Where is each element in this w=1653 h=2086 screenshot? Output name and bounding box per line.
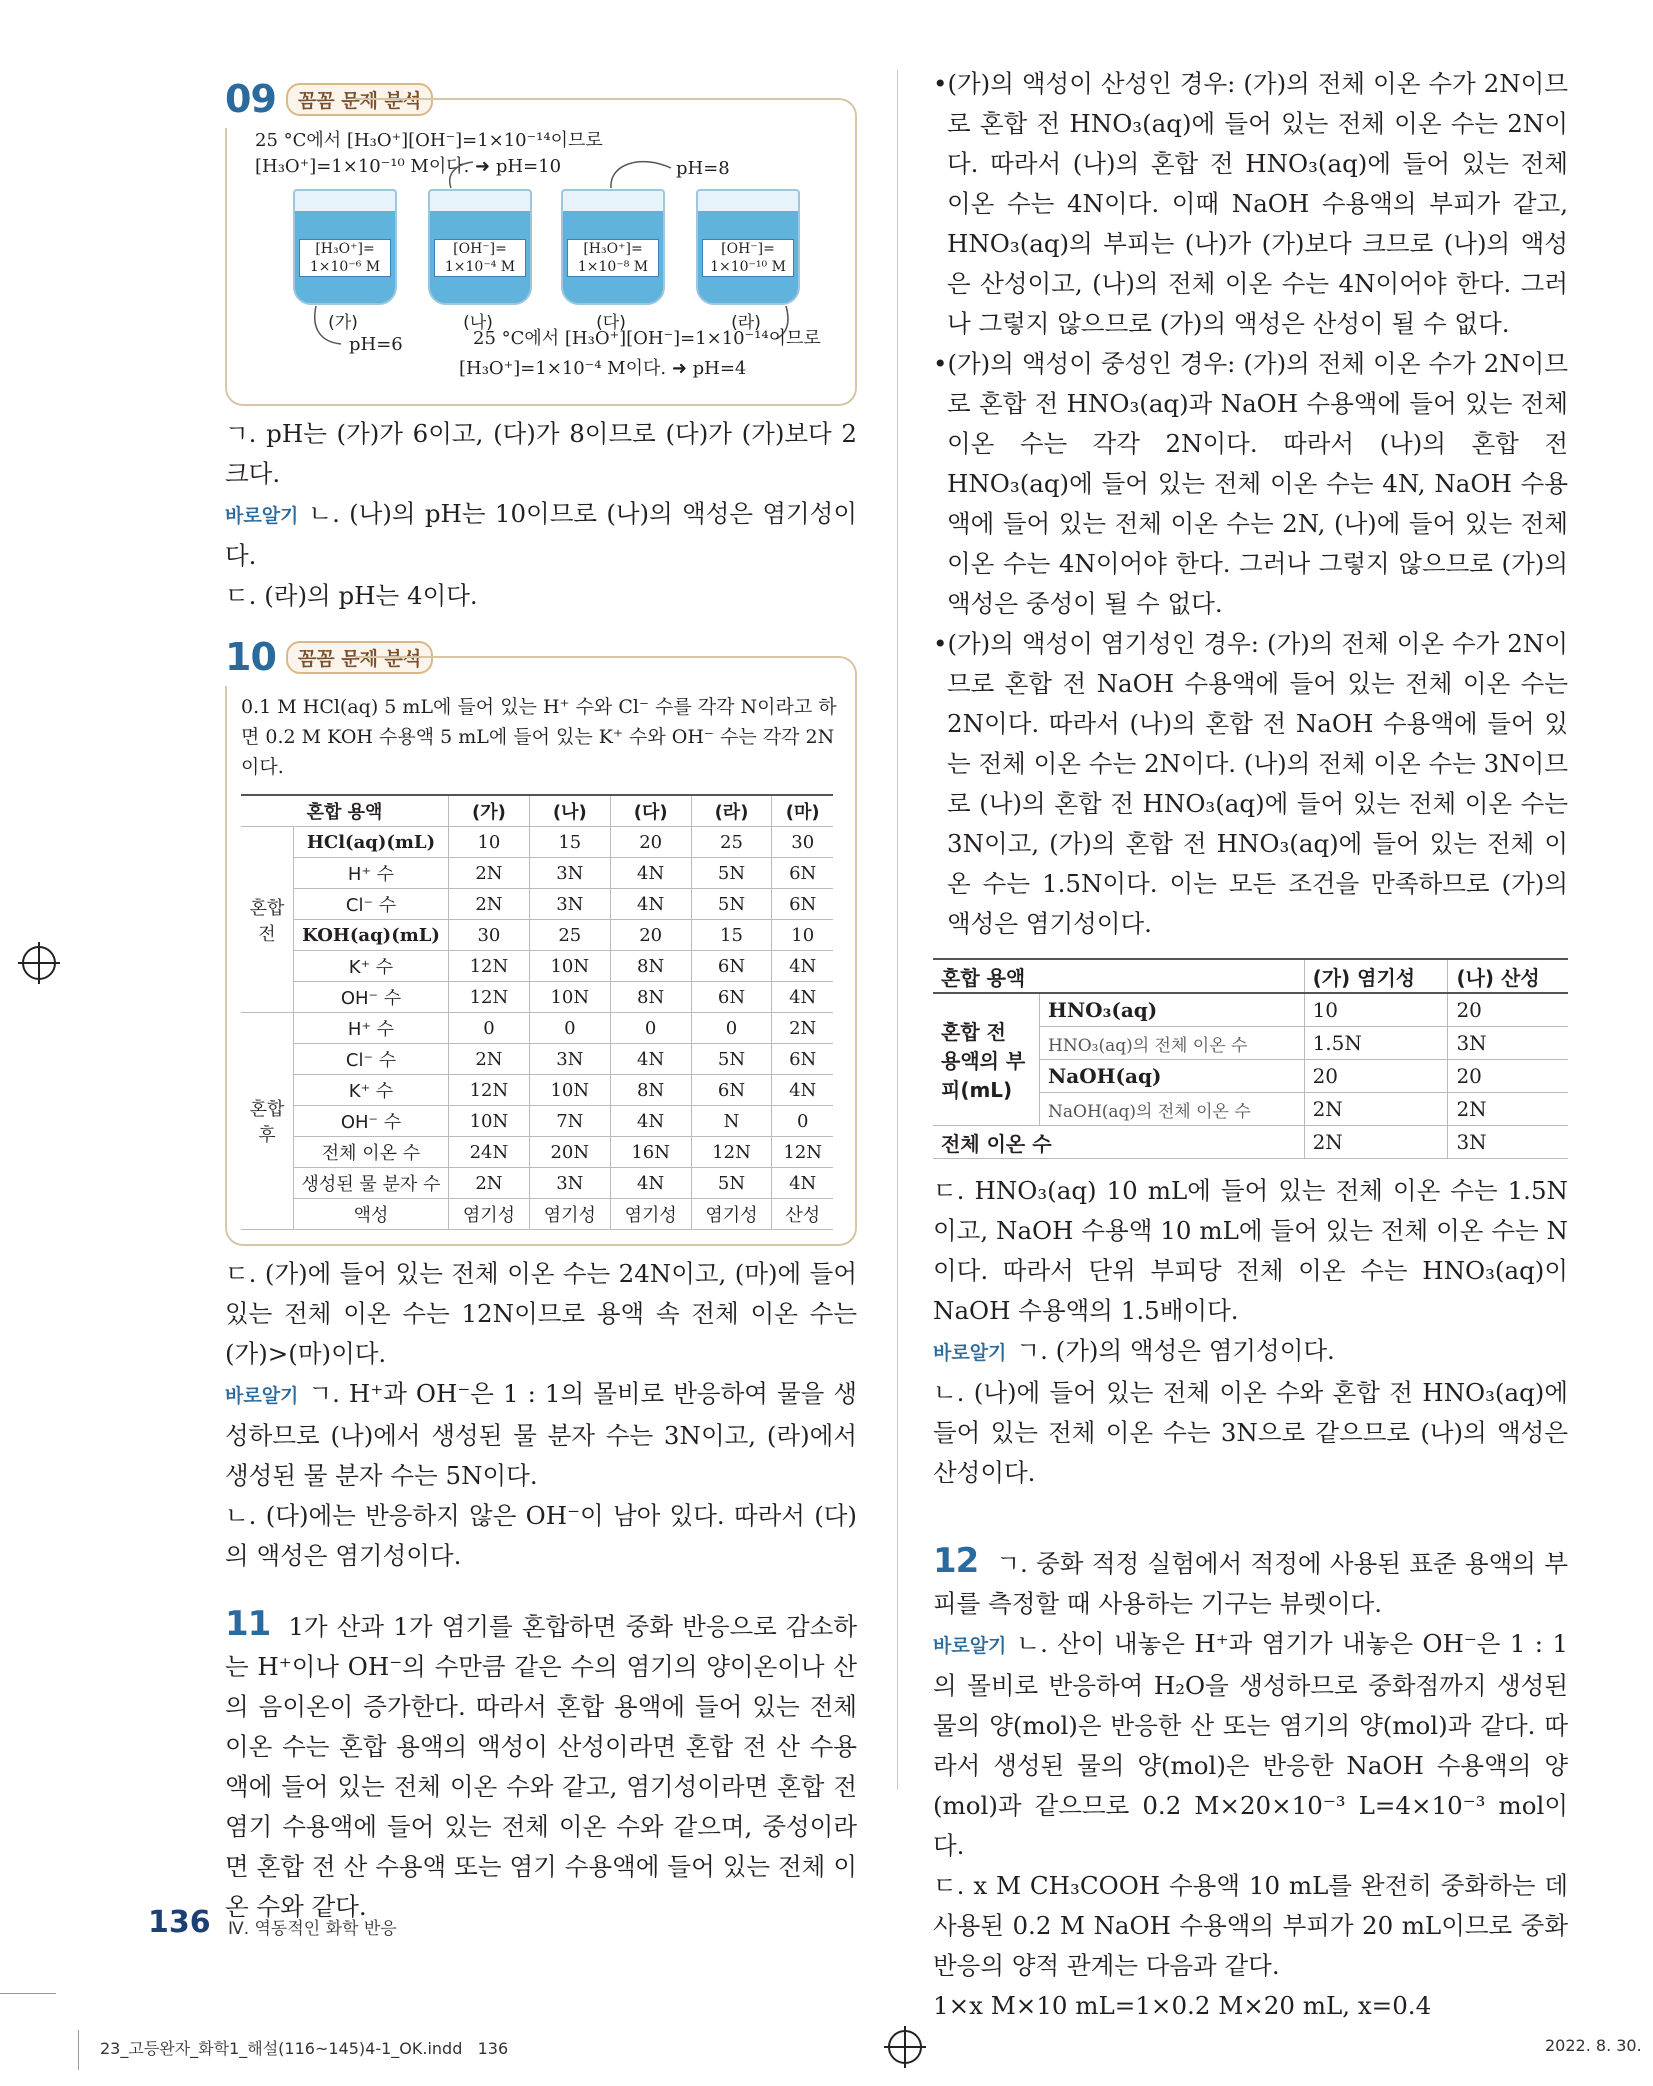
beaker-ra-conc2: 1×10⁻¹⁰ M bbox=[710, 259, 786, 275]
q11-bullet-3: •(가)의 액성이 염기성인 경우: (가)의 전체 이온 수가 2N이므로 혼합 전 NaOH 수용액에 들어 있는 전체 이온 수는 2N이다. 따라서 (나)의 혼합 전 NaOH 수용액에 들어 있는 전체 이온 수는 2N이다. (나)의 전체 이온 수는 3N이므로 (나)의 혼합 전 HNO₃(aq)에 들어 있는 전체 이온 수는 3N이고, (가)의 혼합 전 HNO₃(aq)에 들어 있는 전체 이온 수는 1.5N이다. 이는 모든 조건을 만족하므로 (가)의 액성은 염기성이다. bbox=[933, 629, 1568, 938]
box-frame-line bbox=[355, 98, 857, 130]
cell: 8N bbox=[610, 1075, 691, 1106]
th-na-acidic: (나) 산성 bbox=[1448, 959, 1568, 993]
table-row bbox=[241, 827, 833, 858]
group-label: 혼합 전 bbox=[241, 827, 294, 1013]
table-row bbox=[241, 1075, 833, 1106]
q10-tag: 꼼꼼 문제 분석 bbox=[286, 641, 433, 674]
cell: 5N bbox=[691, 1044, 772, 1075]
cell: 10 bbox=[449, 827, 530, 858]
th-ra: (라) bbox=[691, 795, 772, 827]
cell: 12N bbox=[449, 951, 530, 982]
table-row bbox=[241, 1168, 833, 1199]
cell: 20 bbox=[1304, 1060, 1448, 1093]
row-label: 생성된 물 분자 수 bbox=[294, 1168, 449, 1199]
row-label: OH⁻ 수 bbox=[294, 1106, 449, 1137]
cell: 1.5N bbox=[1304, 1027, 1448, 1060]
q09-tag: 꼼꼼 문제 분석 bbox=[286, 83, 433, 116]
q10-number: 10 bbox=[225, 635, 276, 679]
right-column bbox=[933, 70, 1568, 2026]
cell: 3N bbox=[529, 858, 610, 889]
baro-label: 바로알기 bbox=[225, 505, 299, 527]
cell: 12N bbox=[449, 982, 530, 1013]
table-row bbox=[241, 1106, 833, 1137]
cell: 25 bbox=[529, 920, 610, 951]
cell: 염기성 bbox=[610, 1199, 691, 1230]
q09-note-bottom: 25 °C에서 [H₃O⁺][OH⁻]=1×10⁻¹⁴이므로 bbox=[473, 328, 821, 349]
cell: 0 bbox=[449, 1013, 530, 1044]
cell: 0 bbox=[691, 1013, 772, 1044]
q09-section bbox=[225, 70, 857, 616]
cell: 염기성 bbox=[529, 1199, 610, 1230]
cell: 6N bbox=[691, 1075, 772, 1106]
cell: 4N bbox=[610, 889, 691, 920]
row-label: 액성 bbox=[294, 1199, 449, 1230]
baro-label: 바로알기 bbox=[933, 1342, 1007, 1364]
table-row bbox=[241, 951, 833, 982]
q12-ans1: ㄱ. 중화 적정 실험에서 적정에 사용된 표준 용액의 부피를 측정할 때 사용하는 기구는 뷰렛이다. bbox=[933, 1549, 1568, 1618]
row-label: NaOH(aq) bbox=[1040, 1060, 1305, 1093]
cell: 0 bbox=[772, 1106, 833, 1137]
th-mix: 혼합 용액 bbox=[241, 795, 449, 827]
crop-mark bbox=[78, 2030, 79, 2070]
cell: 5N bbox=[691, 1168, 772, 1199]
q10-section bbox=[225, 628, 857, 1576]
th-ga: (가) bbox=[449, 795, 530, 827]
cell: 2N bbox=[449, 889, 530, 920]
q11-bullet-1-text: (가)의 액성이 산성인 경우: (가)의 전체 이온 수가 2N이므로 혼합 전 HNO₃(aq)에 들어 있는 전체 이온 수는 2N이다. 따라서 (나)의 혼합 전 HNO₃(aq)에 들어 있는 전체 이온 수는 4N이다. 이때 NaOH 수용액의 부피가 같고, HNO₃(aq)의 부피는 (나)가 (가)보다 크므로 (나)의 액성은 산성이고, (나)의 전체 이온 수는 4N이어야 한다. 그러나 그렇지 않으므로 (가)의 액성은 산성이 될 수 없다. bbox=[947, 69, 1568, 338]
q09-note-top: 25 °C에서 [H₃O⁺][OH⁻]=1×10⁻¹⁴이므로 bbox=[255, 130, 603, 151]
q09-answers bbox=[225, 414, 857, 616]
q09-ph-right: pH=8 bbox=[676, 158, 730, 179]
cell: 6N bbox=[772, 889, 833, 920]
q12-ans2: ㄴ. 산이 내놓은 H⁺과 염기가 내놓은 OH⁻은 1 : 1의 몰비로 반응하여 H₂O을 생성하므로 중화점까지 생성된 물의 양(mol)은 반응한 산 또는 염기의 양(mol)과 같다. 따라서 생성된 물의 양(mol)은 반응한 NaOH 수용액의 양(mol)과 같으므로 0.2 M×20×10⁻³ L=4×10⁻³ mol이다. bbox=[933, 1629, 1568, 1860]
q09-figure bbox=[241, 130, 841, 364]
cell: 6N bbox=[691, 951, 772, 982]
th-na: (나) bbox=[529, 795, 610, 827]
q11-bullet-2: •(가)의 액성이 중성인 경우: (가)의 전체 이온 수가 2N이므로 혼합 전 HNO₃(aq)과 NaOH 수용액에 들어 있는 전체 이온 수는 각각 2N이다. 따라서 (나)의 혼합 전 HNO₃(aq)에 들어 있는 전체 이온 수는 4N, NaOH 수용액에 들어 있는 전체 이온 수는 2N, (나)에 들어 있는 전체 이온 수는 4N이어야 한다. 그러나 그렇지 않으므로 (가)의 액성은 중성이 될 수 없다. bbox=[933, 349, 1568, 618]
cell: 25 bbox=[691, 827, 772, 858]
row-label: H⁺ 수 bbox=[294, 858, 449, 889]
cell: 0 bbox=[610, 1013, 691, 1044]
q09-number: 09 bbox=[225, 77, 276, 121]
cell: 4N bbox=[772, 1168, 833, 1199]
q11-bullets bbox=[933, 64, 1568, 944]
q12-ans1-line bbox=[933, 1541, 1568, 1624]
cell: 2N bbox=[1304, 1126, 1448, 1159]
th-ma: (마) bbox=[772, 795, 833, 827]
q09-note-bottom2: [H₃O⁺]=1×10⁻⁴ M이다. ➜ pH=4 bbox=[459, 358, 747, 379]
q11-answers bbox=[933, 1171, 1568, 1493]
q11-ans2-line bbox=[933, 1331, 1568, 1373]
q10-table bbox=[241, 794, 833, 1230]
cell: 2N bbox=[449, 1168, 530, 1199]
cell: 10N bbox=[529, 1075, 610, 1106]
row-label: 전체 이온 수 bbox=[294, 1137, 449, 1168]
q10-ans1: ㄷ. (가)에 들어 있는 전체 이온 수는 24N이고, (마)에 들어 있는 전체 이온 수는 12N이므로 용액 속 전체 이온 수는 (가)>(마)이다. bbox=[225, 1259, 857, 1368]
q10-ans2: ㄱ. H⁺과 OH⁻은 1 : 1의 몰비로 반응하여 물을 생성하므로 (나)에서 생성된 물 분자 수는 3N이고, (라)에서 생성된 물 분자 수는 5N이다. bbox=[225, 1379, 857, 1490]
row-label: NaOH(aq)의 전체 이온 수 bbox=[1040, 1093, 1305, 1126]
beaker-ga-conc1: [H₃O⁺]= bbox=[315, 241, 375, 257]
cell: 10N bbox=[529, 951, 610, 982]
baro-label: 바로알기 bbox=[933, 1635, 1007, 1657]
table-before-group bbox=[241, 827, 833, 1013]
group-before-volume: 혼합 전 용액의 부피(mL) bbox=[933, 993, 1040, 1126]
cell: 3N bbox=[529, 1168, 610, 1199]
table-header-row bbox=[241, 795, 833, 827]
table-row bbox=[241, 889, 833, 920]
row-label: Cl⁻ 수 bbox=[294, 889, 449, 920]
cell: 12N bbox=[449, 1075, 530, 1106]
q09-ans1: ㄱ. pH는 (가)가 6이고, (다)가 8이므로 (다)가 (가)보다 2 크다. bbox=[225, 419, 857, 488]
cell: 5N bbox=[691, 858, 772, 889]
beaker-ra-label: (라) bbox=[731, 313, 761, 333]
row-label: K⁺ 수 bbox=[294, 951, 449, 982]
cell: 4N bbox=[772, 982, 833, 1013]
cell: 15 bbox=[691, 920, 772, 951]
q10-answers bbox=[225, 1254, 857, 1576]
beaker-da-conc2: 1×10⁻⁸ M bbox=[577, 259, 649, 275]
cell: 4N bbox=[772, 951, 833, 982]
row-label: HNO₃(aq)의 전체 이온 수 bbox=[1040, 1027, 1305, 1060]
q09-note-top2: [H₃O⁺]=1×10⁻¹⁰ M이다. ➜ pH=10 bbox=[255, 156, 562, 177]
q12-eq: 1×x M×10 mL=1×0.2 M×20 mL, x=0.4 bbox=[933, 1991, 1432, 2020]
cell: 4N bbox=[772, 1075, 833, 1106]
th-da: (다) bbox=[610, 795, 691, 827]
cell: 20 bbox=[610, 920, 691, 951]
table-header-row bbox=[933, 959, 1568, 993]
q10-intro: 0.1 M HCl(aq) 5 mL에 들어 있는 H⁺ 수와 Cl⁻ 수를 각각 N이라고 하면 0.2 M KOH 수용액 5 mL에 들어 있는 K⁺ 수와 OH⁻ 수는 각각 2N이다. bbox=[241, 696, 837, 778]
table-row bbox=[241, 1013, 833, 1044]
q11-ans2: ㄱ. (가)의 액성은 염기성이다. bbox=[1016, 1336, 1335, 1365]
row-label: HCl(aq)(mL) bbox=[294, 827, 449, 858]
box-frame-line bbox=[355, 656, 857, 688]
cell: 6N bbox=[772, 1044, 833, 1075]
q11-ans3: ㄴ. (나)에 들어 있는 전체 이온 수와 혼합 전 HNO₃(aq)에 들어 있는 전체 이온 수는 3N으로 같으므로 (나)의 액성은 산성이다. bbox=[933, 1378, 1568, 1487]
group-label: 혼합 후 bbox=[241, 1013, 294, 1230]
q11-table bbox=[933, 958, 1568, 1159]
cell: 8N bbox=[610, 951, 691, 982]
q09-ans3: ㄷ. (라)의 pH는 4이다. bbox=[225, 581, 478, 610]
table-row bbox=[241, 858, 833, 889]
cell: 20 bbox=[610, 827, 691, 858]
cell: 7N bbox=[529, 1106, 610, 1137]
q11-bullet-1: •(가)의 액성이 산성인 경우: (가)의 전체 이온 수가 2N이므로 혼합 전 HNO₃(aq)에 들어 있는 전체 이온 수는 2N이다. 따라서 (나)의 혼합 전 HNO₃(aq)에 들어 있는 전체 이온 수는 4N이다. 이때 NaOH 수용액의 부피가 같고, HNO₃(aq)의 부피는 (나)가 (가)보다 크므로 (나)의 액성은 산성이고, (나)의 전체 이온 수는 4N이어야 한다. 그러나 그렇지 않으므로 (가)의 액성은 산성이 될 수 없다. bbox=[933, 69, 1568, 338]
q09-ans2: ㄴ. (나)의 pH는 10이므로 (나)의 액성은 염기성이다. bbox=[225, 499, 857, 570]
table-row bbox=[933, 1126, 1568, 1159]
cell: 4N bbox=[610, 1168, 691, 1199]
beaker-na-label: (나) bbox=[463, 313, 493, 333]
cell: 4N bbox=[610, 858, 691, 889]
cell: 5N bbox=[691, 889, 772, 920]
q10-ans3: ㄴ. (다)에는 반응하지 않은 OH⁻이 남아 있다. 따라서 (다)의 액성은 염기성이다. bbox=[225, 1501, 857, 1570]
q12-number: 12 bbox=[933, 1541, 979, 1581]
table-row bbox=[241, 920, 833, 951]
q09-ans2-line bbox=[225, 494, 857, 576]
section-title: Ⅳ. 역동적인 화학 반응 bbox=[228, 1919, 397, 1939]
table-after-group bbox=[241, 1013, 833, 1230]
column-divider bbox=[897, 70, 898, 1790]
left-column bbox=[225, 70, 857, 1927]
cell: 2N bbox=[1448, 1093, 1568, 1126]
beaker-da-conc1: [H₃O⁺]= bbox=[583, 241, 643, 257]
table-row bbox=[933, 993, 1568, 1027]
cell: 20N bbox=[529, 1137, 610, 1168]
q11-text: 1가 산과 1가 염기를 혼합하면 중화 반응으로 감소하는 H⁺이나 OH⁻의 수만큼 같은 수의 염기의 양이온이나 산의 음이온이 증가한다. 따라서 혼합 용액에 들어 있는 전체 이온 수는 혼합 용액의 액성이 산성이라면 혼합 전 산 수용액에 들어 있는 전체 이온 수와 같고, 염기성이라면 혼합 전 염기 수용액에 들어 있는 전체 이온 수와 같으며, 중성이라면 혼합 전 산 수용액 또는 염기 수용액에 들어 있는 전체 이온 수와 같다. bbox=[225, 1612, 857, 1921]
cell: 3N bbox=[1448, 1126, 1568, 1159]
registration-mark-icon bbox=[22, 946, 56, 980]
cell: 산성 bbox=[772, 1199, 833, 1230]
cell: 2N bbox=[449, 1044, 530, 1075]
table-row bbox=[241, 1044, 833, 1075]
q11-bullet-3-text: (가)의 액성이 염기성인 경우: (가)의 전체 이온 수가 2N이므로 혼합 전 NaOH 수용액에 들어 있는 전체 이온 수는 2N이다. 따라서 (나)의 혼합 전 NaOH 수용액에 들어 있는 전체 이온 수는 2N이다. (나)의 전체 이온 수는 3N이므로 (나)의 혼합 전 HNO₃(aq)에 들어 있는 전체 이온 수는 3N이고, (가)의 혼합 전 HNO₃(aq)에 들어 있는 전체 이온 수는 1.5N이다. 이는 모든 조건을 만족하므로 (가)의 액성은 염기성이다. bbox=[947, 629, 1568, 938]
cell: 20 bbox=[1448, 1060, 1568, 1093]
q10-analysis-box bbox=[225, 686, 857, 1246]
cell: 16N bbox=[610, 1137, 691, 1168]
cell: 2N bbox=[1304, 1093, 1448, 1126]
cell: 10N bbox=[449, 1106, 530, 1137]
beaker-ga-label: (가) bbox=[328, 313, 358, 333]
q12-ans3: ㄷ. x M CH₃COOH 수용액 10 mL를 완전히 중화하는 데 사용된 0.2 M NaOH 수용액의 부피가 20 mL이므로 중화 반응의 양적 관계는 다음과 같다. bbox=[933, 1871, 1568, 1980]
beaker-ra-conc1: [OH⁻]= bbox=[721, 241, 775, 257]
cell: 20 bbox=[1448, 993, 1568, 1027]
row-label: Cl⁻ 수 bbox=[294, 1044, 449, 1075]
cell: 12N bbox=[691, 1137, 772, 1168]
q11-text-line bbox=[225, 1604, 857, 1927]
cell: 8N bbox=[610, 982, 691, 1013]
q10-ans2-line bbox=[225, 1374, 857, 1496]
cell: 3N bbox=[529, 1044, 610, 1075]
table-row bbox=[241, 982, 833, 1013]
cell: 2N bbox=[449, 858, 530, 889]
q09-analysis-box bbox=[225, 128, 857, 406]
q11-ans1: ㄷ. HNO₃(aq) 10 mL에 들어 있는 전체 이온 수는 1.5N이고, NaOH 수용액 10 mL에 들어 있는 전체 이온 수는 N이다. 따라서 단위 부피당 전체 이온 수는 HNO₃(aq)이 NaOH 수용액의 1.5배이다. bbox=[933, 1176, 1568, 1325]
row-label: HNO₃(aq) bbox=[1040, 993, 1305, 1027]
cell: N bbox=[691, 1106, 772, 1137]
cell: 4N bbox=[610, 1106, 691, 1137]
cell: 10 bbox=[1304, 993, 1448, 1027]
crop-mark bbox=[0, 1993, 56, 1994]
q09-ph-left: pH=6 bbox=[349, 334, 403, 355]
cell: 10N bbox=[529, 982, 610, 1013]
cell: 2N bbox=[772, 1013, 833, 1044]
q11-section bbox=[225, 1604, 857, 1927]
cell: 염기성 bbox=[691, 1199, 772, 1230]
cell: 10 bbox=[772, 920, 833, 951]
row-label: OH⁻ 수 bbox=[294, 982, 449, 1013]
row-label: KOH(aq)(mL) bbox=[294, 920, 449, 951]
cell: 3N bbox=[1448, 1027, 1568, 1060]
beaker-na-conc1: [OH⁻]= bbox=[453, 241, 507, 257]
baro-label: 바로알기 bbox=[225, 1385, 299, 1407]
cell: 0 bbox=[529, 1013, 610, 1044]
row-label: H⁺ 수 bbox=[294, 1013, 449, 1044]
q12-ans2-line bbox=[933, 1624, 1568, 1866]
cell: 6N bbox=[691, 982, 772, 1013]
cell: 염기성 bbox=[449, 1199, 530, 1230]
table-row bbox=[241, 1199, 833, 1230]
th-mix: 혼합 용액 bbox=[933, 959, 1304, 993]
total-label: 전체 이온 수 bbox=[933, 1126, 1304, 1159]
cell: 4N bbox=[610, 1044, 691, 1075]
cell: 24N bbox=[449, 1137, 530, 1168]
beaker-ga-conc2: 1×10⁻⁶ M bbox=[309, 259, 381, 275]
cell: 15 bbox=[529, 827, 610, 858]
cell: 3N bbox=[529, 889, 610, 920]
beaker-da-label: (다) bbox=[596, 313, 626, 333]
th-ga-basic: (가) 염기성 bbox=[1304, 959, 1448, 993]
q11-number: 11 bbox=[225, 1604, 271, 1644]
beaker-na-conc2: 1×10⁻⁴ M bbox=[444, 259, 516, 275]
file-info: 23_고등완자_화학1_해설(116~145)4-1_OK.indd 136 bbox=[100, 2039, 509, 2058]
page-number: 136 bbox=[148, 1905, 211, 1940]
cell: 30 bbox=[449, 920, 530, 951]
cell: 12N bbox=[772, 1137, 833, 1168]
q12-section bbox=[933, 1541, 1568, 2026]
table-row bbox=[241, 1137, 833, 1168]
cell: 6N bbox=[772, 858, 833, 889]
print-date: 2022. 8. 30. bbox=[1545, 2036, 1642, 2055]
q11-bullet-2-text: (가)의 액성이 중성인 경우: (가)의 전체 이온 수가 2N이므로 혼합 전 HNO₃(aq)과 NaOH 수용액에 들어 있는 전체 이온 수는 각각 2N이다. 따라서 (나)의 혼합 전 HNO₃(aq)에 들어 있는 전체 이온 수는 4N, NaOH 수용액에 들어 있는 전체 이온 수는 2N, (나)에 들어 있는 전체 이온 수는 4N이어야 한다. 그러나 그렇지 않으므로 (가)의 액성은 중성이 될 수 없다. bbox=[947, 349, 1568, 618]
cell: 30 bbox=[772, 827, 833, 858]
row-label: K⁺ 수 bbox=[294, 1075, 449, 1106]
registration-mark-icon bbox=[888, 2030, 922, 2064]
